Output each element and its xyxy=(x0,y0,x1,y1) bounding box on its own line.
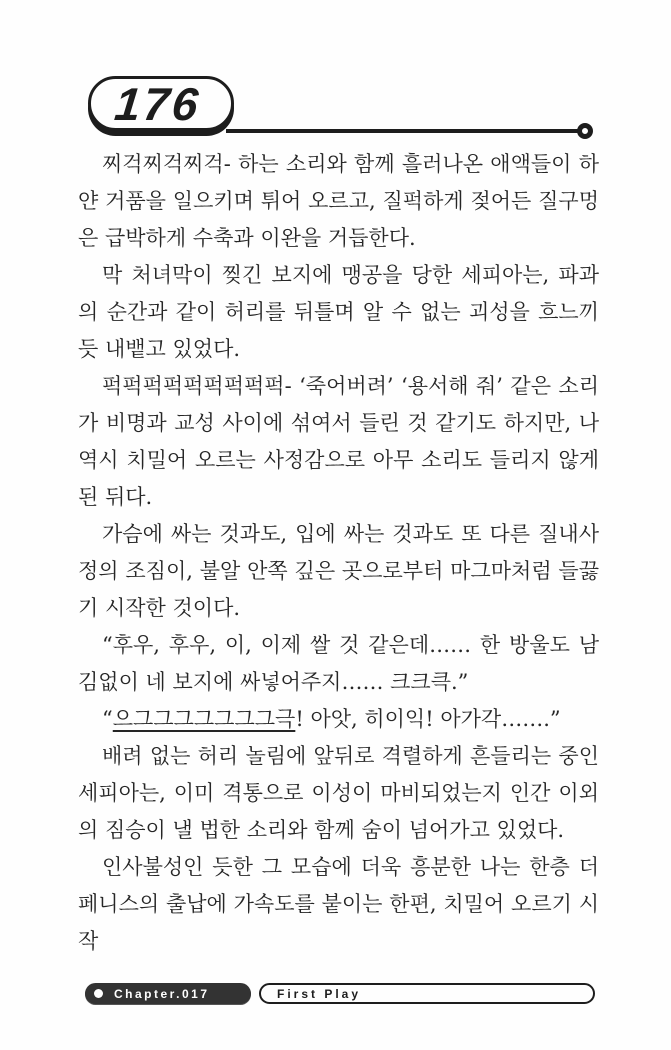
chapter-badge xyxy=(85,983,251,1004)
paragraph: 찌걱찌걱찌걱- 하는 소리와 함께 흘러나온 애액들이 하얀 거품을 일으키며 튀어 오르고, 질퍽하게 젖어든 질구멍은 급박하게 수축과 이완을 거듭한다. xyxy=(78,152,599,250)
paragraph: 배려 없는 허리 놀림에 앞뒤로 격렬하게 흔들리는 중인 세피아는, 이미 격통으로 이성이 마비되었는지 인간 이외의 짐승이 낼 법한 소리와 함께 숨이 넘어가고 있었다. xyxy=(78,744,599,842)
page-number: 176 xyxy=(112,77,204,130)
paragraph-scream xyxy=(78,701,599,738)
paragraph: 퍽퍽퍽퍽퍽퍽퍽퍽퍽- ‘죽어버려’ ‘용서해 줘’ 같은 소리가 비명과 교성 사이에 섞여서 들린 것 같기도 하지만, 나 역시 치밀어 오르는 사정감으로 아무 소리도 들리지 않게 된 뒤다. xyxy=(78,374,599,509)
scream-open-quote: “ xyxy=(102,707,113,731)
scream-underlined-text: 으그그그그그그그극 xyxy=(112,707,296,731)
page-number-badge xyxy=(88,76,234,131)
bullet-dot-icon xyxy=(94,989,103,998)
scream-rest-text: ! 아앗, 히이익! 아가각…….” xyxy=(295,707,561,731)
header-rule-line xyxy=(226,129,581,133)
section-badge xyxy=(259,983,595,1004)
body-text xyxy=(78,146,599,960)
paragraph: 인사불성인 듯한 그 모습에 더욱 흥분한 나는 한층 더 페니스의 출납에 가속도를 붙이는 한편, 치밀어 오르기 시작 xyxy=(78,855,599,953)
paragraph-dialogue: “후우, 후우, 이, 이제 쌀 것 같은데…… 한 방울도 남김없이 네 보지에 싸넣어주지…… 크크큭.” xyxy=(78,633,599,694)
rule-end-ring-icon xyxy=(577,123,593,139)
section-label: First Play xyxy=(277,986,362,1001)
paragraph: 가슴에 싸는 것과도, 입에 싸는 것과도 또 다른 질내사정의 조짐이, 불알 안쪽 깊은 곳으로부터 마그마처럼 들끓기 시작한 것이다. xyxy=(78,522,599,620)
chapter-label: Chapter.017 xyxy=(114,986,210,1001)
paragraph: 막 처녀막이 찢긴 보지에 맹공을 당한 세피아는, 파과의 순간과 같이 허리를 뒤틀며 알 수 없는 괴성을 흐느끼듯 내뱉고 있었다. xyxy=(78,263,599,361)
